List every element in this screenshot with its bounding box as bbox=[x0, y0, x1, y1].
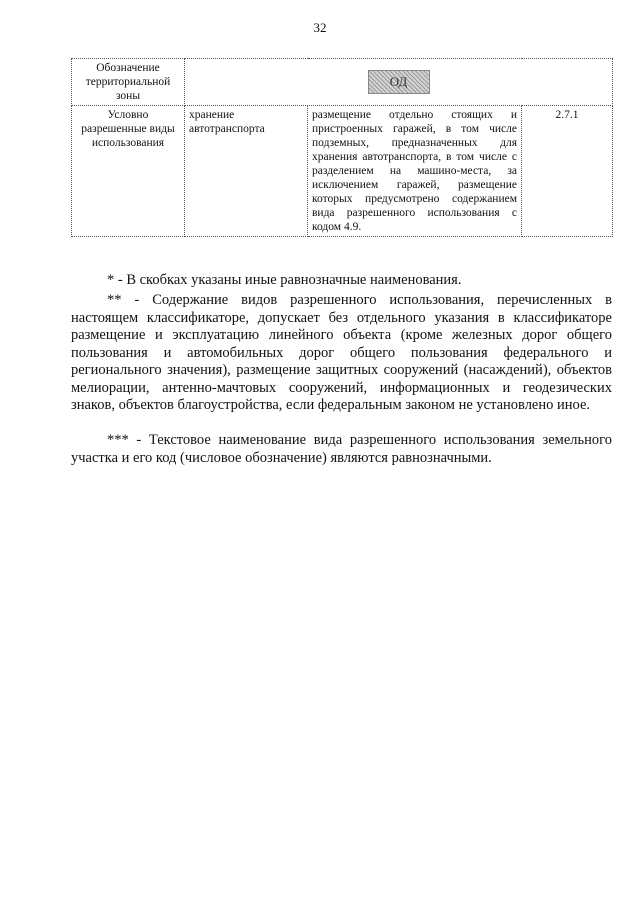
use-code-cell: 2.7.1 bbox=[522, 106, 613, 237]
footnote-1 bbox=[71, 272, 612, 290]
use-description-cell: размещение отдельно стоящих и пристроенных гаражей, в том числе подземных, предназначенных для хранения автотранспорта, в том числе с разделением на машино-места, за исключением гаражей, размещение которых предусмотрено содержанием вида разрешенного использования с кодом 4.9. bbox=[308, 106, 522, 237]
footnote-1-text: * - В скобках указаны иные равнозначные наименования. bbox=[107, 272, 462, 288]
zone-table bbox=[71, 58, 613, 237]
footnote-2-text: ** - Содержание видов разрешенного использования, перечисленных в настоящем классификаторе, допускает без отдельного указания в классификаторе размещение и эксплуатацию линейного объекта (кроме железных дорог общего пользования и автомобильных дорог общего пользования федерального и регионального значения), размещение защитных сооружений (насаждений), объектов мелиорации, антенно-мачтовых сооружений, информационных и геодезических знаков, объектов благоустройства, если федеральным законом не установлено иное. bbox=[71, 292, 612, 413]
zone-designation-label: Обозначение территориальной зоны bbox=[72, 59, 185, 106]
use-category-cell: Условно разрешенные виды использования bbox=[72, 106, 185, 237]
zone-code-badge: ОД bbox=[368, 70, 430, 94]
table-header-row bbox=[72, 59, 613, 106]
use-name-cell: хранение автотранспорта bbox=[185, 106, 308, 237]
footnote-3 bbox=[71, 432, 612, 467]
footnote-3-text: *** - Текстовое наименование вида разрешенного использования земельного участка и его код (числовое обозначение) являются равнозначными. bbox=[71, 432, 612, 466]
table-row bbox=[72, 106, 613, 237]
page-number: 32 bbox=[313, 20, 327, 35]
zone-code-cell bbox=[185, 59, 613, 106]
footnote-2 bbox=[71, 292, 612, 415]
